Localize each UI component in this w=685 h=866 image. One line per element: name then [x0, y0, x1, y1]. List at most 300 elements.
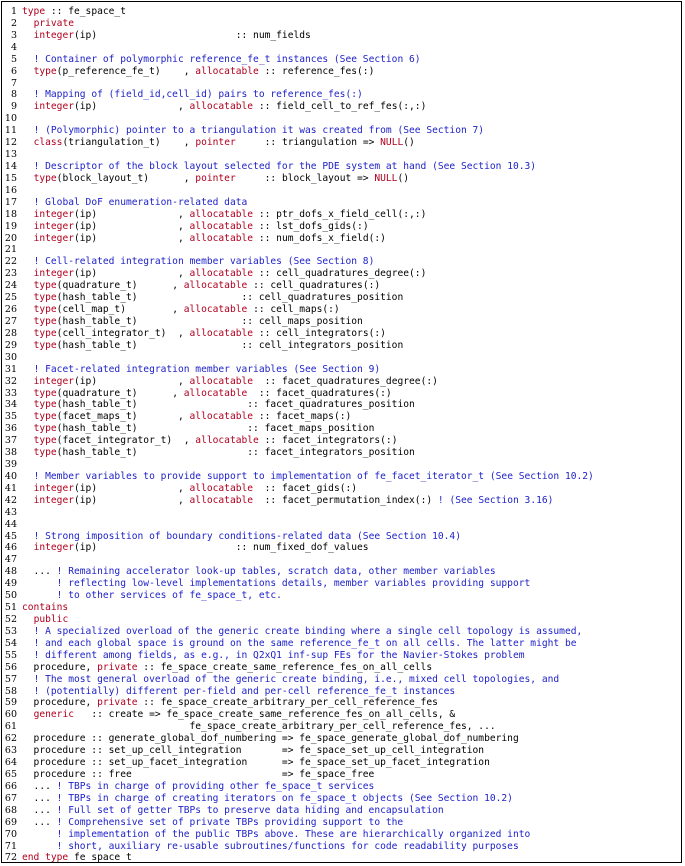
code-line [4, 495, 682, 507]
code-token: procedure :: free => fe_space_free [22, 769, 375, 780]
code-token: (triangulation_t) , [62, 137, 196, 149]
code-line [4, 388, 682, 400]
code-token [22, 209, 34, 220]
code-comment: ! (Polymorphic) pointer to a triangulation it was created from (See Section 7) [33, 125, 485, 137]
code-token [22, 709, 34, 720]
code-token [22, 841, 57, 852]
code-text [22, 340, 403, 352]
code-text [22, 602, 68, 614]
code-keyword: allocatable [189, 268, 254, 280]
code-token: (quadrature_t) , [56, 280, 184, 292]
code-token: (ip) , [74, 268, 190, 280]
line-number: 43 [4, 506, 17, 518]
code-keyword: integer [33, 29, 74, 41]
code-keyword: NULL [374, 172, 398, 184]
line-number: 50 [4, 590, 17, 602]
line-number: 1 [10, 6, 17, 17]
line-number: 33 [4, 387, 17, 399]
code-text [22, 399, 415, 411]
code-comment: ! short, auxiliary re-usable subroutines/functions for code readability purposes [56, 840, 519, 852]
line-number: 48 [4, 566, 17, 578]
code-text [22, 638, 577, 650]
code-line [4, 399, 682, 411]
code-token: procedure, [22, 697, 98, 709]
code-line [4, 137, 682, 149]
line-number: 15 [4, 172, 17, 184]
line-number: 41 [4, 482, 17, 494]
code-text [22, 829, 530, 841]
code-text [22, 125, 484, 137]
code-token: (ip) , [74, 232, 190, 244]
line-number: 29 [4, 339, 17, 351]
line-number: 7 [10, 77, 17, 89]
line-number: 3 [10, 29, 17, 41]
code-text [22, 805, 444, 817]
code-token: ... [22, 792, 57, 804]
code-keyword: type [33, 423, 57, 435]
code-token: ... [22, 566, 57, 578]
code-line [4, 101, 682, 113]
code-text [22, 781, 374, 793]
code-line [4, 42, 682, 54]
code-keyword: integer [33, 494, 74, 506]
code-comment: ! (potentially) different per-field and per-cell reference_fe_t instances [33, 685, 456, 697]
line-number: 21 [4, 244, 17, 256]
code-keyword: contains [22, 602, 69, 614]
code-token: (ip) :: num_fields [74, 29, 311, 41]
code-line [4, 519, 682, 531]
line-number: 65 [4, 769, 17, 780]
code-text [22, 161, 536, 173]
line-number: 34 [4, 399, 17, 411]
code-keyword: allocatable [195, 435, 259, 447]
line-number: 38 [4, 447, 17, 459]
code-token [22, 364, 34, 375]
code-comment: ! Global DoF enumeration-related data [33, 196, 248, 208]
code-comment: ! Remaining accelerator look-up tables, scratch data, other member variables [56, 566, 496, 578]
code-keyword: public [33, 614, 69, 626]
code-text [22, 542, 369, 554]
code-comment: ! Strong imposition of boundary conditions-related data (See Section 10.4) [33, 530, 461, 542]
code-line [4, 626, 682, 638]
code-line [4, 125, 682, 137]
code-keyword: integer [33, 232, 74, 244]
line-number: 24 [4, 280, 17, 292]
line-number: 60 [4, 709, 17, 721]
code-comment: ! TBPs in charge of creating iterators on fe_space_t objects (See Section 10.2) [56, 792, 513, 804]
line-number: 22 [4, 256, 17, 268]
code-line [4, 483, 682, 495]
code-line [4, 793, 682, 805]
code-keyword: type [33, 339, 57, 351]
line-number: 6 [10, 65, 17, 77]
code-text [22, 793, 513, 805]
code-keyword: class [33, 137, 63, 149]
code-token: :: reference_fes(:) [258, 65, 375, 77]
code-token: (hash_table_t) :: cell_maps_position [56, 315, 363, 327]
code-line [4, 507, 682, 519]
code-text [22, 662, 432, 674]
code-line [4, 697, 682, 709]
code-listing-frame [1, 1, 682, 863]
line-number: 63 [4, 745, 17, 757]
code-token: (facet_integrator_t) , [56, 435, 196, 447]
code-line [4, 197, 682, 209]
code-keyword: integer [33, 208, 74, 220]
code-text [22, 137, 415, 149]
code-line [4, 590, 682, 602]
code-text [22, 841, 519, 853]
code-token: () [403, 137, 415, 149]
code-comment: ! Comprehensive set of private TBPs providing support to the [56, 816, 404, 828]
code-line [4, 614, 682, 626]
code-text [22, 697, 438, 709]
code-token: (p_reference_fe_t) , [56, 65, 196, 77]
code-line [4, 745, 682, 757]
code-text [22, 292, 403, 304]
code-token [22, 638, 34, 649]
code-token [22, 376, 34, 387]
code-keyword: type [33, 411, 57, 423]
code-token: :: cell_quadratures(:) [247, 280, 381, 292]
line-number: 2 [10, 17, 17, 29]
code-line [4, 554, 682, 566]
code-token [22, 423, 34, 434]
code-line [4, 817, 682, 829]
code-token: fe_space_create_arbitrary_per_cell_reference_fes, ... [22, 721, 496, 733]
code-token: :: cell_quadratures_degree(:) [253, 268, 427, 280]
line-number: 51 [4, 602, 17, 614]
code-text [22, 197, 247, 209]
code-line [4, 364, 682, 376]
code-line [4, 221, 682, 233]
line-number: 47 [4, 554, 17, 566]
code-keyword: type [33, 280, 57, 292]
line-number: 18 [4, 208, 17, 220]
code-line [4, 340, 682, 352]
code-comment: ! Full set of getter TBPs to preserve data hiding and encapsulation [56, 804, 444, 816]
code-keyword: private [97, 661, 138, 673]
code-line [4, 173, 682, 185]
code-text [22, 233, 386, 245]
code-text [22, 388, 392, 400]
code-line [4, 435, 682, 447]
code-comment: ! to other services of fe_space_t, etc. [56, 590, 282, 602]
code-token [22, 101, 34, 112]
line-number: 69 [4, 816, 17, 828]
code-token [22, 304, 34, 315]
code-token: :: triangulation => [235, 137, 381, 149]
code-token: :: ptr_dofs_x_field_cell(:,:) [253, 208, 427, 220]
line-number: 59 [4, 697, 17, 709]
code-line [4, 6, 682, 18]
code-token: :: create => fe_space_create_same_reference_fes_on_all_cells, & [74, 709, 456, 721]
code-text [22, 18, 74, 30]
line-number: 45 [4, 530, 17, 542]
code-line [4, 447, 682, 459]
code-line [4, 852, 682, 864]
line-number: 44 [4, 518, 17, 530]
code-line [4, 113, 682, 125]
code-line [4, 721, 682, 733]
code-line [4, 244, 682, 256]
code-token: :: fe_space_t [45, 6, 126, 17]
code-keyword: allocatable [189, 494, 254, 506]
code-token [22, 674, 34, 685]
code-token: :: facet_gids(:) [253, 482, 358, 494]
code-text [22, 626, 582, 638]
code-text [22, 447, 415, 459]
line-number: 23 [4, 268, 17, 280]
code-token: (ip) , [74, 208, 190, 220]
code-token [22, 292, 34, 303]
line-number: 40 [4, 470, 17, 482]
code-keyword: allocatable [183, 280, 248, 292]
line-number: 28 [4, 327, 17, 339]
code-text [22, 686, 455, 698]
code-token [22, 328, 34, 339]
code-line [4, 66, 682, 78]
line-number: 56 [4, 661, 17, 673]
line-number: 25 [4, 292, 17, 304]
line-number: 16 [4, 184, 17, 196]
code-comment: ! Cell-related integration member variables (See Section 8) [33, 256, 375, 268]
code-token: :: facet_maps(:) [253, 411, 352, 423]
code-text [22, 101, 426, 113]
code-keyword: allocatable [189, 482, 254, 494]
line-number: 39 [4, 459, 17, 471]
line-number: 27 [4, 315, 17, 327]
code-token [22, 316, 34, 327]
code-text [22, 578, 530, 590]
code-token [22, 280, 34, 291]
line-number: 67 [4, 792, 17, 804]
code-keyword: type [33, 315, 57, 327]
code-keyword: type [33, 304, 57, 316]
code-line [4, 161, 682, 173]
code-text [22, 89, 363, 101]
code-token [22, 221, 34, 232]
code-text [22, 256, 374, 268]
code-token: :: num_dofs_x_field(:) [253, 232, 386, 244]
code-keyword: integer [33, 482, 74, 494]
code-line [4, 709, 682, 721]
code-token: () [397, 172, 410, 184]
line-number: 32 [4, 375, 17, 387]
code-text [22, 364, 380, 376]
code-line [4, 769, 682, 781]
code-token: (hash_table_t) :: facet_maps_position [56, 423, 375, 435]
code-token [22, 542, 34, 553]
code-keyword: type [33, 65, 57, 77]
code-token [22, 137, 34, 148]
code-line [4, 411, 682, 423]
code-token: (hash_table_t) :: cell_integrators_position [56, 339, 404, 351]
code-token [22, 161, 34, 172]
line-number: 64 [4, 757, 17, 769]
code-token [22, 54, 34, 65]
code-token: (cell_integrator_t) , [56, 327, 190, 339]
code-text [22, 328, 386, 340]
code-token [22, 268, 34, 279]
code-keyword: allocatable [189, 208, 254, 220]
line-number: 72 [4, 852, 17, 864]
code-keyword: allocatable [189, 232, 254, 244]
code-line [4, 233, 682, 245]
code-token: (hash_table_t) :: cell_quadratures_position [56, 292, 404, 304]
code-keyword: type [33, 387, 57, 399]
code-token [22, 686, 34, 697]
code-token [22, 233, 34, 244]
code-keyword: type [22, 6, 46, 17]
code-line [4, 304, 682, 316]
code-text [22, 304, 340, 316]
line-number: 35 [4, 411, 17, 423]
code-token [22, 483, 34, 494]
code-text [22, 66, 374, 78]
code-token: (facet_maps_t) , [56, 411, 190, 423]
code-token [22, 197, 34, 208]
code-comment: ! and each global space is ground on the same reference_fe_t on all cells. The latter might be [33, 637, 577, 649]
line-number: 70 [4, 828, 17, 840]
line-number: 14 [4, 160, 17, 172]
code-line [4, 781, 682, 793]
code-token [22, 411, 34, 422]
line-number: 20 [4, 232, 17, 244]
code-text [22, 531, 461, 543]
code-keyword: integer [33, 220, 74, 232]
code-token: :: facet_permutation_index(:) [253, 494, 438, 506]
code-token: :: cell_maps(:) [247, 304, 340, 316]
line-number: 61 [4, 721, 17, 733]
code-token: procedure :: set_up_facet_integration => fe_space_set_up_facet_integration [22, 757, 490, 769]
line-number: 68 [4, 804, 17, 816]
code-token [22, 18, 34, 29]
code-keyword: allocatable [189, 411, 254, 423]
code-text [22, 733, 519, 745]
code-token: :: lst_dofs_gids(:) [253, 220, 369, 232]
code-token: procedure :: generate_global_dof_numbering => fe_space_generate_global_dof_numbering [22, 733, 519, 745]
code-line [4, 805, 682, 817]
line-number: 55 [4, 649, 17, 661]
code-comment: ! TBPs in charge of providing other fe_space_t services [56, 780, 375, 792]
code-line [4, 542, 682, 554]
code-comment: ! different among fields, as e.g., in Q2xQ1 inf-sup FEs for the Navier-Stokes problem [33, 649, 525, 661]
code-token [22, 256, 34, 267]
code-listing [4, 6, 682, 864]
code-keyword: integer [33, 101, 74, 113]
code-line [4, 566, 682, 578]
line-number: 52 [4, 614, 17, 626]
code-keyword: integer [33, 542, 74, 554]
line-number: 13 [4, 149, 17, 161]
code-token: (block_layout_t) , [56, 172, 196, 184]
code-text [22, 6, 126, 18]
code-token: fe_space_t [68, 852, 132, 864]
code-token [22, 471, 34, 482]
code-token [22, 447, 34, 458]
code-line [4, 602, 682, 614]
code-comment: ! (See Section 3.16) [437, 494, 554, 506]
code-line [4, 733, 682, 745]
code-keyword: allocatable [189, 101, 254, 113]
code-text [22, 423, 374, 435]
code-token [22, 578, 57, 589]
code-keyword: type [33, 435, 57, 447]
code-token: (ip) :: num_fixed_dof_values [74, 542, 369, 554]
code-keyword: type [33, 327, 57, 339]
code-line [4, 78, 682, 90]
code-token: :: facet_quadratures(:) [247, 387, 392, 399]
code-text [22, 817, 403, 829]
code-keyword: allocatable [189, 220, 254, 232]
code-token [22, 650, 34, 661]
code-text [22, 209, 426, 221]
code-token: (ip) , [74, 375, 190, 387]
line-number: 19 [4, 220, 17, 232]
code-comment: ! implementation of the public TBPs above. These are hierarchically organized into [56, 828, 531, 840]
code-token [22, 340, 34, 351]
code-line [4, 829, 682, 841]
code-keyword: integer [33, 375, 74, 387]
code-token: (hash_table_t) :: facet_quadratures_position [56, 399, 415, 411]
code-line [4, 328, 682, 340]
line-number: 5 [10, 53, 17, 65]
code-line [4, 292, 682, 304]
code-line [4, 18, 682, 30]
code-line [4, 54, 682, 66]
code-token: :: fe_space_create_same_reference_fes_on_all_cells [137, 661, 433, 673]
code-text [22, 471, 594, 483]
code-text [22, 316, 363, 328]
line-number: 11 [4, 125, 17, 137]
code-keyword: private [33, 17, 74, 29]
code-text [22, 769, 374, 781]
code-token [22, 399, 34, 410]
code-token [22, 173, 34, 184]
code-text [22, 280, 380, 292]
line-number: 54 [4, 637, 17, 649]
code-line [4, 757, 682, 769]
code-token [22, 388, 34, 399]
code-line [4, 662, 682, 674]
code-text [22, 221, 369, 233]
code-token [22, 531, 34, 542]
code-keyword: pointer [195, 137, 236, 149]
code-comment: ! reflecting low-level implementations details, member variables providing support [56, 578, 531, 590]
code-comment: ! A specialized overload of the generic create binding where a single cell topology is assumed, [33, 625, 583, 637]
code-token: (ip) , [74, 482, 190, 494]
code-keyword: generic [33, 709, 74, 721]
line-number: 26 [4, 304, 17, 316]
code-text [22, 173, 409, 185]
code-text [22, 495, 553, 507]
line-number: 10 [4, 113, 17, 125]
code-text [22, 483, 357, 495]
code-token: :: facet_quadratures_degree(:) [253, 375, 438, 387]
code-token: (quadrature_t) , [56, 387, 184, 399]
code-text [22, 674, 559, 686]
code-keyword: type [33, 172, 57, 184]
code-line [4, 316, 682, 328]
code-text [22, 757, 490, 769]
code-text [22, 566, 496, 578]
code-line [4, 89, 682, 101]
code-line [4, 185, 682, 197]
code-keyword: allocatable [189, 375, 254, 387]
code-token: procedure, [22, 661, 98, 673]
code-keyword: type [33, 292, 57, 304]
